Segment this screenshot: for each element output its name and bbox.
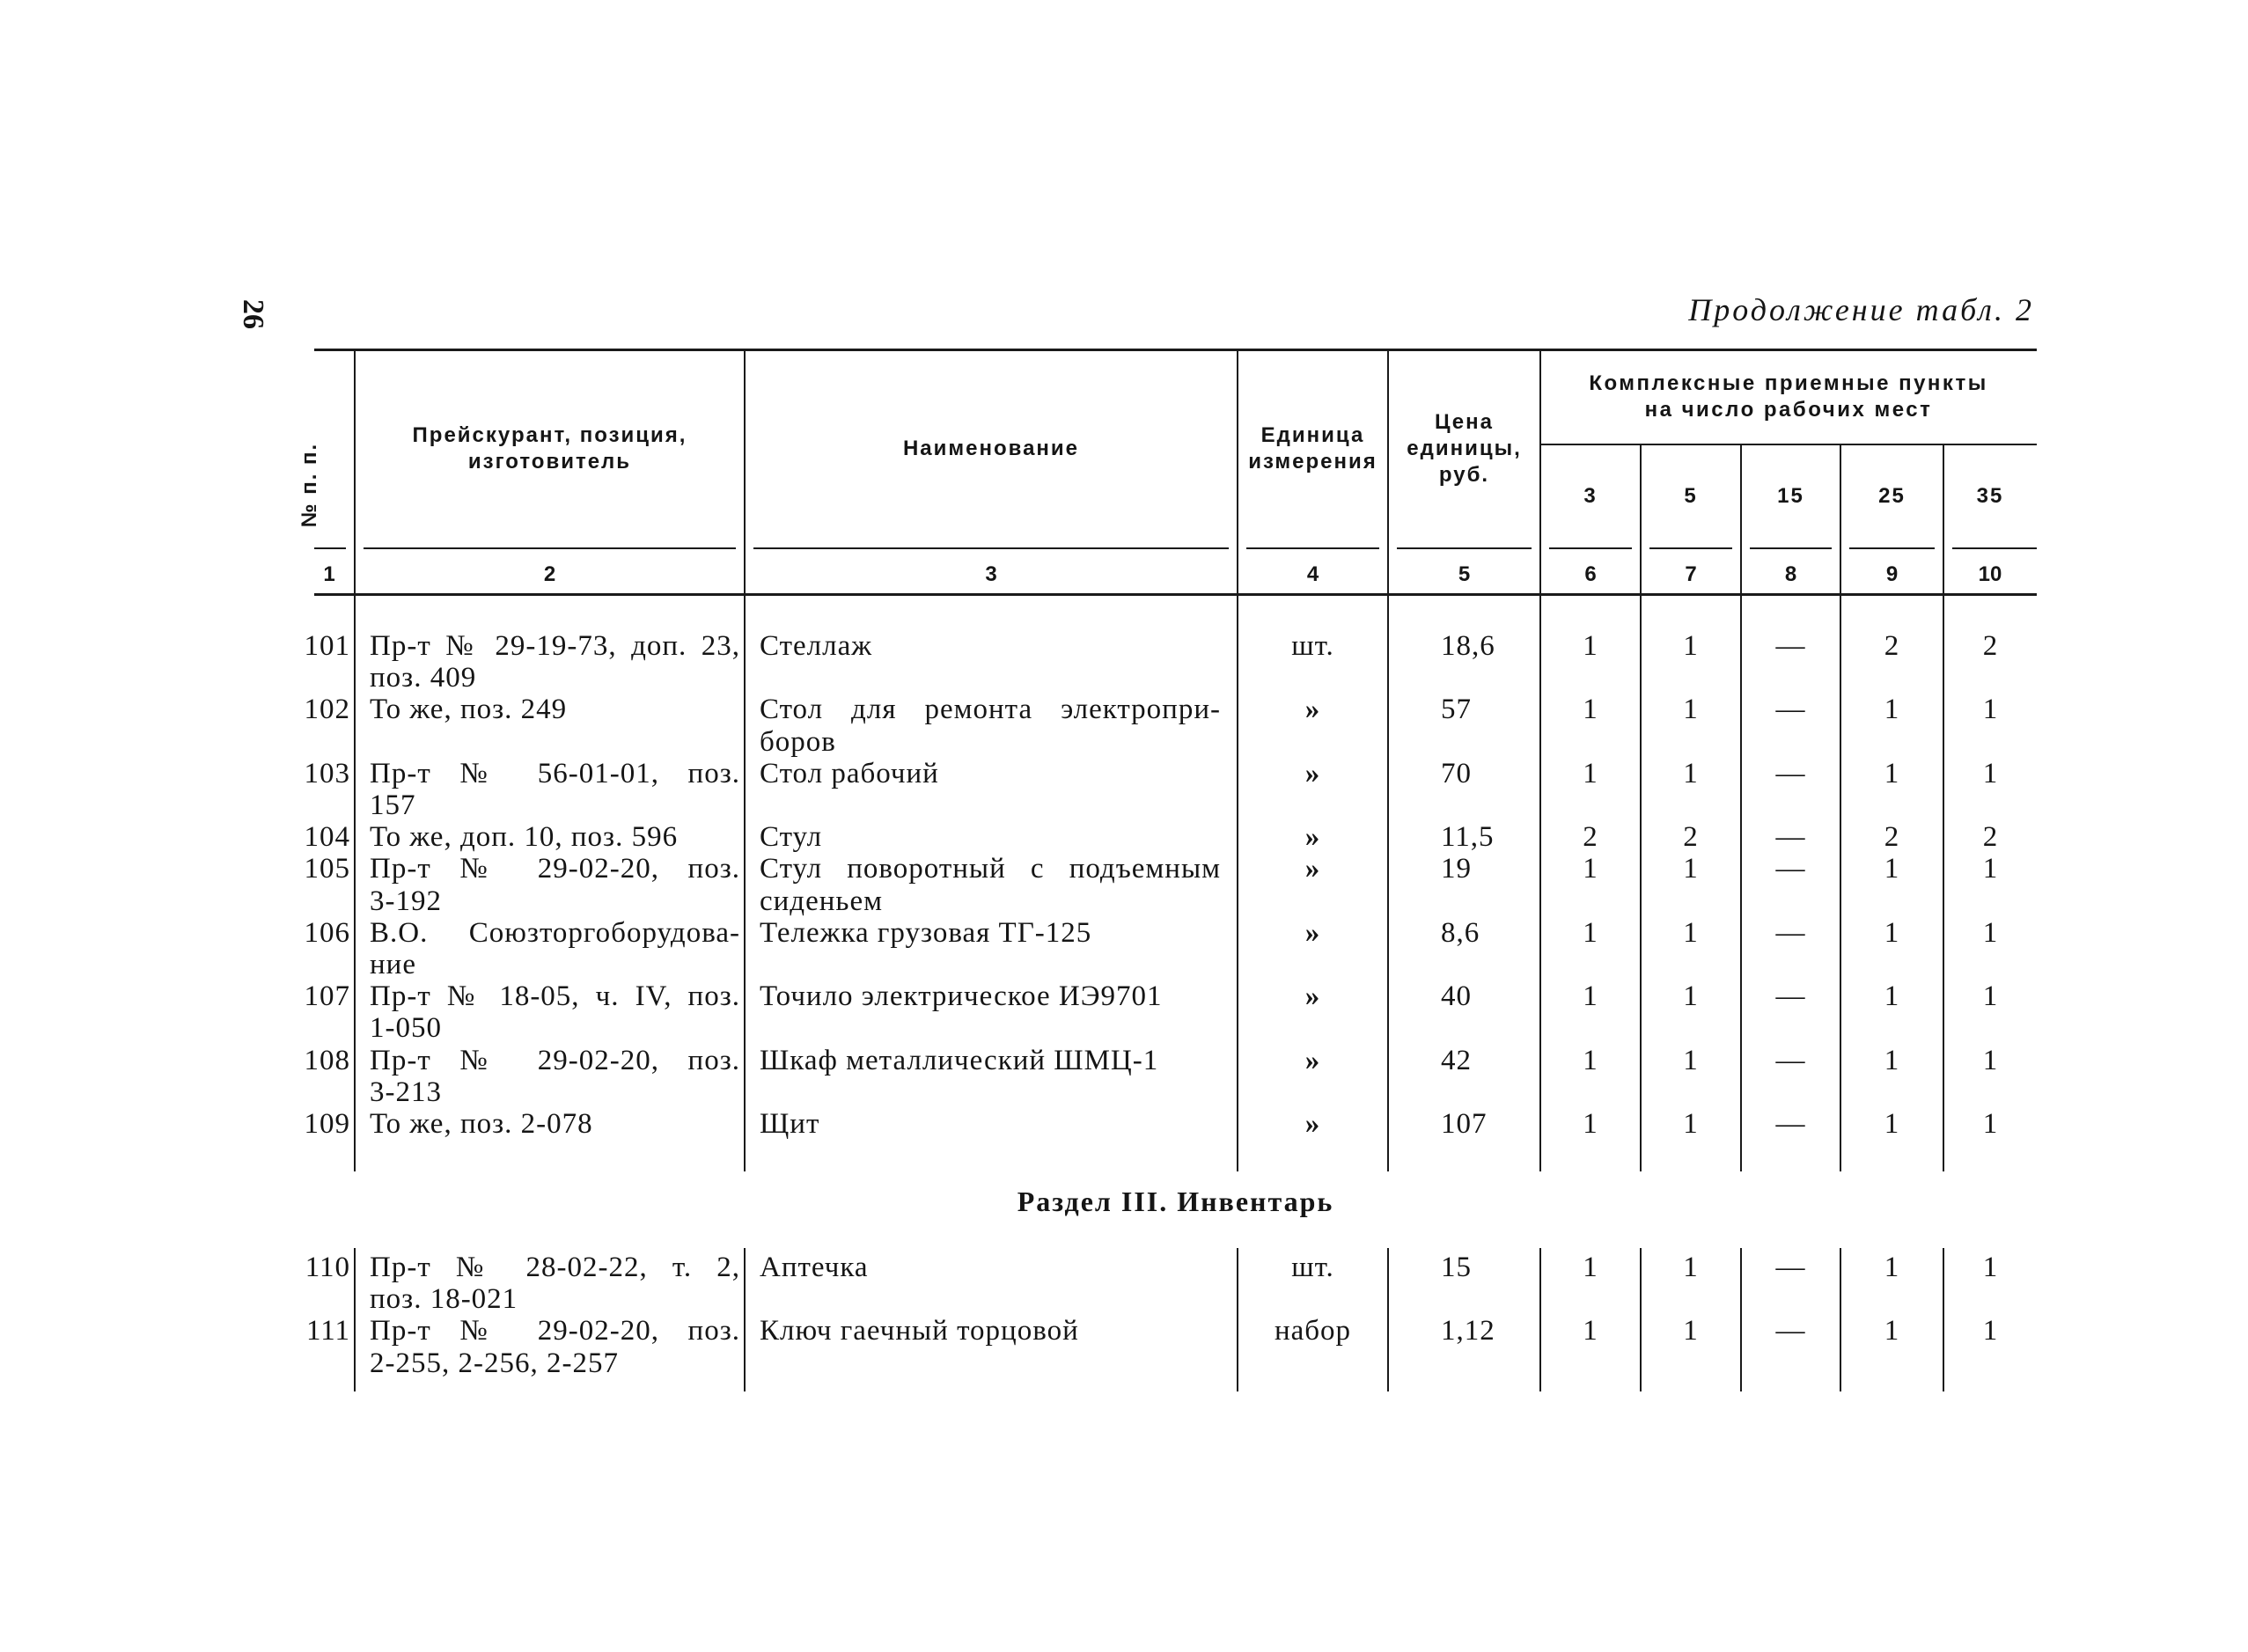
price-cell: 57 bbox=[1388, 694, 1540, 757]
header-workplace-group bbox=[1540, 349, 2037, 444]
price-cell: 40 bbox=[1388, 980, 1540, 1044]
column-number: 8 bbox=[1784, 562, 1797, 586]
count-cell-5-places: 1 bbox=[1641, 1045, 1741, 1108]
table-row bbox=[295, 1252, 2037, 1315]
row-number-cell: 108 bbox=[295, 1045, 355, 1108]
column-number: 1 bbox=[323, 562, 335, 586]
name-line: Стол для ремонта электропри- bbox=[760, 694, 1221, 726]
source-line: поз. 18-021 bbox=[370, 1283, 518, 1316]
name-line: боров bbox=[760, 725, 836, 758]
source-cell bbox=[355, 853, 745, 916]
count-cell-5-places: 2 bbox=[1641, 821, 1741, 853]
name-line: Шкаф металлический ШМЦ-1 bbox=[760, 1044, 1159, 1076]
source-cell bbox=[355, 821, 745, 853]
column-number: 7 bbox=[1685, 562, 1697, 586]
count-cell-5-places: 1 bbox=[1641, 853, 1741, 916]
price-cell: 19 bbox=[1388, 853, 1540, 916]
count-cell-35-places: 1 bbox=[1982, 980, 1999, 1013]
table-bottom-spacer bbox=[295, 1140, 2037, 1171]
table-bottom-spacer bbox=[295, 1379, 2037, 1391]
source-cell bbox=[355, 1252, 745, 1315]
table-row bbox=[295, 917, 2037, 980]
name-cell bbox=[745, 1108, 1238, 1140]
unit-cell: » bbox=[1238, 1045, 1388, 1108]
name-cell bbox=[745, 630, 1238, 694]
price-cell: 42 bbox=[1388, 1045, 1540, 1108]
source-line: ние bbox=[370, 949, 416, 981]
source-line: Пр-т № 28-02-22, т. 2, bbox=[370, 1252, 740, 1283]
count-cell-3-places: 1 bbox=[1540, 1252, 1641, 1315]
count-cell-5-places: 1 bbox=[1641, 917, 1741, 980]
count-cell-3-places: 1 bbox=[1540, 1045, 1641, 1108]
table-row bbox=[295, 853, 2037, 916]
source-line: Пр-т № 18-05, ч. IV, поз. bbox=[370, 980, 740, 1013]
unit-cell: набор bbox=[1238, 1315, 1388, 1378]
source-line: 3-213 bbox=[370, 1076, 442, 1108]
source-cell bbox=[355, 1315, 745, 1378]
header-source-line: изготовитель bbox=[467, 450, 632, 474]
count-cell-3-places: 1 bbox=[1540, 980, 1641, 1044]
count-cell-25-places: 1 bbox=[1840, 853, 1943, 916]
count-cell-15-places: — bbox=[1741, 853, 1840, 916]
count-cell-35-places: 1 bbox=[1982, 916, 1999, 949]
price-cell: 8,6 bbox=[1388, 917, 1540, 980]
source-line: То же, поз. 2-078 bbox=[370, 1108, 593, 1141]
source-line: Пр-т № 29-02-20, поз. bbox=[370, 1044, 740, 1076]
header-price-line: руб. bbox=[1438, 463, 1490, 487]
count-cell-15-places: — bbox=[1741, 694, 1840, 757]
count-cell-25-places: 1 bbox=[1840, 1045, 1943, 1108]
name-line: Точило электрическое ИЭ9701 bbox=[760, 980, 1163, 1013]
header-workplaces-value: 25 bbox=[1878, 484, 1906, 508]
table-row bbox=[295, 1045, 2037, 1108]
unit-cell: » bbox=[1238, 758, 1388, 821]
spacer-cell bbox=[1943, 1379, 2037, 1391]
count-cell-35-places: 1 bbox=[1982, 694, 1999, 726]
page-number: 26 bbox=[237, 299, 269, 329]
header-name bbox=[745, 349, 1238, 548]
price-cell: 107 bbox=[1388, 1108, 1540, 1140]
price-cell: 15 bbox=[1388, 1252, 1540, 1315]
count-cell-15-places: — bbox=[1741, 630, 1840, 694]
spacer-cell bbox=[745, 1140, 1238, 1171]
unit-cell: » bbox=[1238, 853, 1388, 916]
header-workplaces-value: 5 bbox=[1684, 484, 1698, 508]
header-workplaces-value: 35 bbox=[1976, 484, 2004, 508]
name-line: Щит bbox=[760, 1108, 820, 1141]
spacer-cell bbox=[1388, 596, 1540, 630]
price-cell: 1,12 bbox=[1388, 1315, 1540, 1378]
count-cell-5-places: 1 bbox=[1641, 694, 1741, 757]
column-number: 9 bbox=[1885, 562, 1899, 586]
table-row bbox=[295, 758, 2037, 821]
name-cell bbox=[745, 1315, 1238, 1378]
inventory-table bbox=[295, 1248, 2037, 1391]
spacer-cell bbox=[1388, 1140, 1540, 1171]
header-row-number: № п. п. bbox=[298, 442, 321, 528]
source-cell bbox=[355, 694, 745, 757]
header-workplaces-35 bbox=[1943, 444, 2037, 548]
count-cell-25-places: 1 bbox=[1840, 1315, 1943, 1378]
spacer-cell bbox=[1540, 1379, 1641, 1391]
count-cell-25-places: 1 bbox=[1840, 917, 1943, 980]
count-cell-3-places: 1 bbox=[1540, 1108, 1641, 1140]
spacer-cell bbox=[1840, 596, 1943, 630]
inventory-table-body bbox=[295, 1248, 2037, 1391]
header-unit-line: измерения bbox=[1248, 450, 1377, 474]
equipment-table bbox=[295, 596, 2037, 1171]
row-number-cell: 110 bbox=[295, 1252, 355, 1315]
price-cell: 11,5 bbox=[1388, 821, 1540, 853]
table-row bbox=[295, 1315, 2037, 1378]
header-workplaces-3 bbox=[1540, 444, 1641, 548]
spacer-cell bbox=[1641, 1379, 1741, 1391]
spacer-cell bbox=[1238, 596, 1388, 630]
row-number-cell: 105 bbox=[295, 853, 355, 916]
header-price-line: единицы, bbox=[1407, 437, 1522, 460]
name-line: Стол рабочий bbox=[760, 757, 939, 789]
unit-cell: » bbox=[1238, 917, 1388, 980]
table-row bbox=[295, 630, 2037, 694]
name-cell bbox=[745, 1252, 1238, 1315]
unit-cell: шт. bbox=[1238, 630, 1388, 694]
unit-cell: » bbox=[1238, 694, 1388, 757]
count-cell-15-places: — bbox=[1741, 1315, 1840, 1378]
count-cell-3-places: 1 bbox=[1540, 758, 1641, 821]
header-underline bbox=[314, 547, 346, 549]
count-cell-15-places: — bbox=[1741, 1108, 1840, 1140]
name-cell bbox=[745, 917, 1238, 980]
spacer-cell bbox=[1741, 1140, 1840, 1171]
count-cell-15-places: — bbox=[1741, 917, 1840, 980]
unit-cell: » bbox=[1238, 821, 1388, 853]
spacer-cell bbox=[295, 1140, 355, 1171]
header-workplaces-5 bbox=[1641, 444, 1741, 548]
count-cell-3-places: 1 bbox=[1540, 694, 1641, 757]
header-source-line: Прейскурант, позиция, bbox=[412, 423, 687, 447]
name-cell bbox=[745, 853, 1238, 916]
name-line: Аптечка bbox=[760, 1252, 869, 1283]
name-cell bbox=[745, 980, 1238, 1044]
spacer-cell bbox=[355, 596, 745, 630]
row-number-cell: 103 bbox=[295, 758, 355, 821]
table-top-spacer bbox=[295, 596, 2037, 630]
spacer-cell bbox=[1238, 1140, 1388, 1171]
column-number: 4 bbox=[1306, 562, 1319, 586]
source-cell bbox=[355, 1045, 745, 1108]
header-price-line: Цена bbox=[1434, 410, 1494, 434]
header-workplaces-15 bbox=[1741, 444, 1840, 548]
spacer-cell bbox=[1540, 1140, 1641, 1171]
header-workplaces-value: 15 bbox=[1777, 484, 1804, 508]
name-line: Стул bbox=[760, 821, 823, 854]
row-number-cell: 102 bbox=[295, 694, 355, 757]
name-line: Тележка грузовая ТГ-125 bbox=[760, 916, 1092, 949]
count-cell-5-places: 1 bbox=[1641, 630, 1741, 694]
count-cell-35-places: 1 bbox=[1982, 1252, 1999, 1283]
name-line: сиденьем bbox=[760, 885, 883, 917]
name-line: Стеллаж bbox=[760, 630, 873, 662]
row-number-cell: 104 bbox=[295, 821, 355, 853]
count-cell-5-places: 1 bbox=[1641, 980, 1741, 1044]
count-cell-25-places: 2 bbox=[1840, 630, 1943, 694]
source-line: 3-192 bbox=[370, 885, 442, 917]
count-cell-25-places: 1 bbox=[1840, 1108, 1943, 1140]
table-row bbox=[295, 980, 2037, 1044]
count-cell-3-places: 2 bbox=[1540, 821, 1641, 853]
name-cell bbox=[745, 694, 1238, 757]
source-line: 157 bbox=[370, 789, 416, 822]
count-cell-35-places: 2 bbox=[1982, 821, 1999, 854]
count-cell-15-places: — bbox=[1741, 758, 1840, 821]
spacer-cell bbox=[355, 1140, 745, 1171]
source-cell bbox=[355, 1108, 745, 1140]
name-line: Стул поворотный с подъемным bbox=[760, 853, 1221, 885]
spacer-cell bbox=[1943, 1140, 2037, 1171]
spacer-cell bbox=[745, 1379, 1238, 1391]
name-cell bbox=[745, 1045, 1238, 1108]
price-cell: 70 bbox=[1388, 758, 1540, 821]
spacer-cell bbox=[1741, 596, 1840, 630]
count-cell-25-places: 1 bbox=[1840, 1252, 1943, 1315]
price-cell: 18,6 bbox=[1388, 630, 1540, 694]
header-workplaces-25 bbox=[1840, 444, 1943, 548]
header-name-label: Наименование bbox=[902, 437, 1080, 460]
spacer-cell bbox=[295, 596, 355, 630]
spacer-cell bbox=[1840, 1140, 1943, 1171]
spacer-cell bbox=[1840, 1379, 1943, 1391]
source-line: Пр-т № 29-19-73, доп. 23, bbox=[370, 630, 740, 662]
source-line: Пр-т № 29-02-20, поз. bbox=[370, 853, 740, 885]
source-cell bbox=[355, 917, 745, 980]
table-row bbox=[295, 821, 2037, 853]
column-number: 3 bbox=[985, 562, 997, 586]
count-cell-3-places: 1 bbox=[1540, 917, 1641, 980]
name-cell bbox=[745, 821, 1238, 853]
name-cell bbox=[745, 758, 1238, 821]
row-number-cell: 107 bbox=[295, 980, 355, 1044]
unit-cell: шт. bbox=[1238, 1252, 1388, 1315]
count-cell-25-places: 2 bbox=[1840, 821, 1943, 853]
count-cell-5-places: 1 bbox=[1641, 758, 1741, 821]
source-line: Пр-т № 29-02-20, поз. bbox=[370, 1315, 740, 1347]
name-line: Ключ гаечный торцовой bbox=[760, 1315, 1079, 1347]
unit-cell: » bbox=[1238, 980, 1388, 1044]
source-line: 1-050 bbox=[370, 1012, 442, 1045]
table-row bbox=[295, 1108, 2037, 1140]
source-cell bbox=[355, 980, 745, 1044]
count-cell-35-places: 2 bbox=[1982, 630, 1999, 662]
column-number: 2 bbox=[543, 562, 556, 586]
row-number-cell: 106 bbox=[295, 917, 355, 980]
header-group-line: Комплексные приемные пункты bbox=[1589, 371, 1988, 395]
count-cell-5-places: 1 bbox=[1641, 1315, 1741, 1378]
spacer-cell bbox=[295, 1379, 355, 1391]
source-line: То же, доп. 10, поз. 596 bbox=[370, 821, 679, 854]
count-cell-35-places: 1 bbox=[1982, 1044, 1999, 1076]
count-cell-35-places: 1 bbox=[1982, 853, 1999, 885]
source-line: То же, поз. 249 bbox=[370, 694, 568, 726]
spacer-cell bbox=[1238, 1379, 1388, 1391]
spacer-cell bbox=[355, 1379, 745, 1391]
row-number-cell: 101 bbox=[295, 630, 355, 694]
count-cell-35-places: 1 bbox=[1982, 1108, 1999, 1141]
count-cell-5-places: 1 bbox=[1641, 1108, 1741, 1140]
count-cell-15-places: — bbox=[1741, 1252, 1840, 1315]
header-price bbox=[1388, 349, 1540, 548]
count-cell-3-places: 1 bbox=[1540, 853, 1641, 916]
count-cell-25-places: 1 bbox=[1840, 758, 1943, 821]
count-cell-25-places: 1 bbox=[1840, 694, 1943, 757]
spacer-cell bbox=[745, 596, 1238, 630]
header-group-line: на число рабочих мест bbox=[1644, 398, 1933, 422]
count-cell-35-places: 1 bbox=[1982, 1315, 1999, 1347]
row-number-cell: 109 bbox=[295, 1108, 355, 1140]
header-workplaces-value: 3 bbox=[1583, 484, 1598, 508]
count-cell-5-places: 1 bbox=[1641, 1252, 1741, 1315]
row-number-cell: 111 bbox=[295, 1315, 355, 1378]
equipment-table-body bbox=[295, 596, 2037, 1171]
count-cell-3-places: 1 bbox=[1540, 630, 1641, 694]
count-cell-35-places: 1 bbox=[1982, 757, 1999, 789]
spacer-cell bbox=[1641, 1140, 1741, 1171]
count-cell-15-places: — bbox=[1741, 821, 1840, 853]
count-cell-15-places: — bbox=[1741, 1045, 1840, 1108]
source-line: В.О. Союзторгоборудова- bbox=[370, 916, 740, 949]
spacer-cell bbox=[1540, 596, 1641, 630]
count-cell-3-places: 1 bbox=[1540, 1315, 1641, 1378]
table-continuation-caption: Продолжение табл. 2 bbox=[1688, 292, 2034, 327]
source-cell bbox=[355, 758, 745, 821]
column-number: 10 bbox=[1978, 562, 2002, 586]
spacer-cell bbox=[1388, 1379, 1540, 1391]
count-cell-15-places: — bbox=[1741, 980, 1840, 1044]
table-row bbox=[295, 694, 2037, 757]
column-number: 6 bbox=[1584, 562, 1597, 586]
header-source bbox=[355, 349, 745, 548]
source-cell bbox=[355, 630, 745, 694]
column-number: 5 bbox=[1458, 562, 1471, 586]
spacer-cell bbox=[1641, 596, 1741, 630]
unit-cell: » bbox=[1238, 1108, 1388, 1140]
section-heading: Раздел III. Инвентарь bbox=[1017, 1186, 1334, 1217]
source-line: поз. 409 bbox=[370, 662, 477, 694]
header-unit bbox=[1238, 349, 1388, 548]
count-cell-25-places: 1 bbox=[1840, 980, 1943, 1044]
spacer-cell bbox=[1943, 596, 2037, 630]
spacer-cell bbox=[1741, 1379, 1840, 1391]
source-line: Пр-т № 56-01-01, поз. bbox=[370, 757, 740, 789]
header-unit-line: Единица bbox=[1260, 423, 1365, 447]
source-line: 2-255, 2-256, 2-257 bbox=[370, 1347, 619, 1379]
